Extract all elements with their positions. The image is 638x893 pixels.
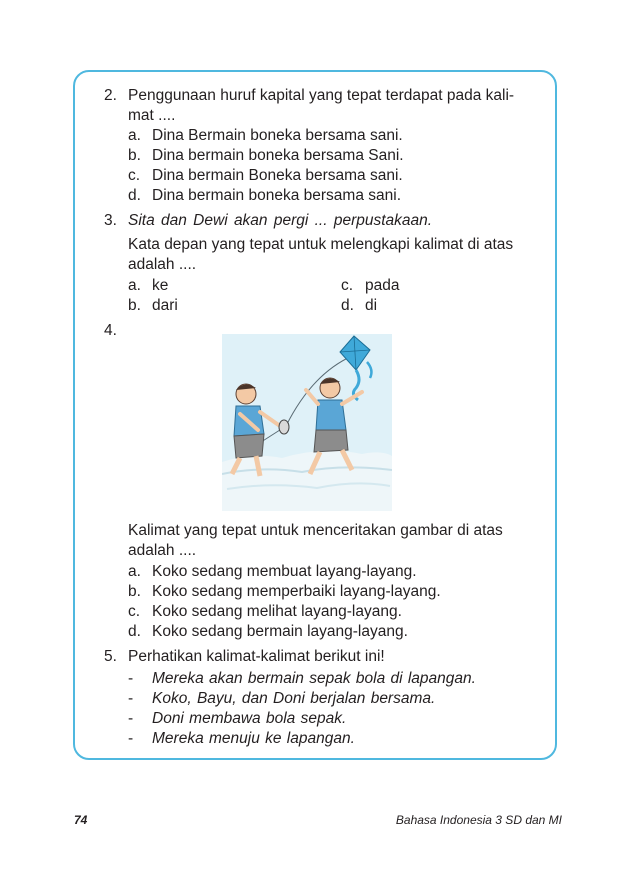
q3-option-b: dari: [152, 297, 178, 314]
q2-option-c: Dina bermain Boneka bersama sani.: [152, 167, 403, 184]
q3-option-a-letter: a.: [128, 277, 141, 294]
q5-sentence-4-dash: -: [128, 730, 134, 747]
q4-option-c: Koko sedang melihat layang-layang.: [152, 603, 402, 620]
q3-sentence: Sita dan Dewi akan pergi ... perpustakaan.: [128, 212, 433, 229]
q4-option-b: Koko sedang memperbaiki layang-layang.: [152, 583, 441, 600]
q2-option-a: Dina Bermain boneka bersama sani.: [152, 127, 403, 144]
q3-option-c-letter: c.: [341, 277, 354, 294]
q3-prompt-line2: adalah ....: [128, 256, 197, 273]
q4-option-a: Koko sedang membuat layang-layang.: [152, 563, 417, 580]
book-title: Bahasa Indonesia 3 SD dan MI: [395, 813, 562, 827]
q2-option-b-letter: b.: [128, 147, 141, 164]
q2-option-c-letter: c.: [128, 167, 141, 184]
q4-option-c-letter: c.: [128, 603, 141, 620]
q5-sentence-4: Mereka menuju ke lapangan.: [152, 730, 355, 747]
q2-option-d-letter: d.: [128, 187, 141, 204]
q5-sentence-3: Doni membawa bola sepak.: [152, 710, 347, 727]
q2-stem-line1: Penggunaan huruf kapital yang tepat terdapat pada kali-: [128, 87, 515, 104]
q4-option-b-letter: b.: [128, 583, 141, 600]
q2-number: 2.: [104, 87, 117, 104]
q5-number: 5.: [104, 648, 117, 665]
page-number: 74: [74, 813, 88, 827]
q3-option-d: di: [365, 297, 378, 314]
q5-sentence-3-dash: -: [128, 710, 134, 727]
q4-option-a-letter: a.: [128, 563, 141, 580]
q4-option-d-letter: d.: [128, 623, 141, 640]
q4-prompt-line2: adalah ....: [128, 542, 197, 559]
q5-sentence-1-dash: -: [128, 670, 134, 687]
q3-option-a: ke: [152, 277, 169, 294]
q3-option-d-letter: d.: [341, 297, 354, 314]
q2-stem-line2: mat ....: [128, 107, 176, 124]
q4-option-d: Koko sedang bermain layang-layang.: [152, 623, 408, 640]
q3-option-c: pada: [365, 277, 400, 294]
q3-option-b-letter: b.: [128, 297, 141, 314]
q2-option-a-letter: a.: [128, 127, 141, 144]
q2-option-b: Dina bermain boneka bersama Sani.: [152, 147, 404, 164]
q5-prompt: Perhatikan kalimat-kalimat berikut ini!: [128, 648, 385, 665]
kite-flying-illustration: [222, 334, 392, 511]
q2-option-d: Dina bermain boneka bersama sani.: [152, 187, 401, 204]
q5-sentence-1: Mereka akan bermain sepak bola di lapangan.: [152, 670, 476, 687]
q4-prompt-line1: Kalimat yang tepat untuk menceritakan gambar di atas: [128, 522, 503, 539]
q4-number: 4.: [104, 322, 117, 339]
q3-prompt-line1: Kata depan yang tepat untuk melengkapi kalimat di atas: [128, 236, 514, 253]
q5-sentence-2: Koko, Bayu, dan Doni berjalan bersama.: [152, 690, 436, 707]
q3-number: 3.: [104, 212, 117, 229]
q5-sentence-2-dash: -: [128, 690, 134, 707]
